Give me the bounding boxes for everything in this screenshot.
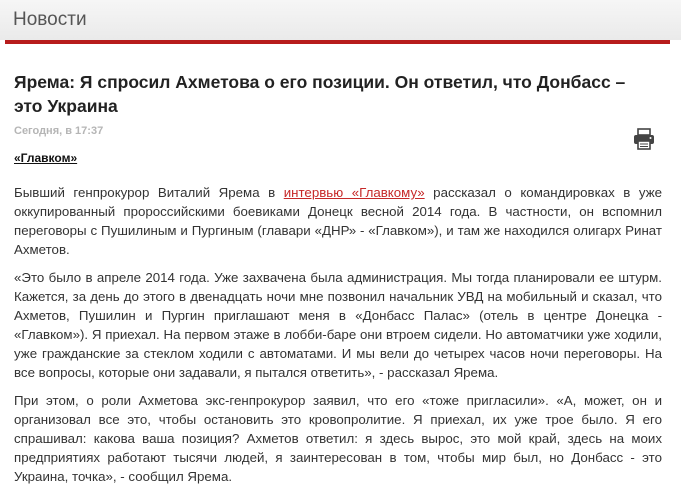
article-title: Ярема: Я спросил Ахметова о его позиции. Он ответил, что Донбасс – это Украина [14,72,626,116]
article-paragraph: «Это было в апреле 2014 года. Уже захвачена была администрация. Мы тогда планировали ее штурм. Кажется, за день до этого в двенадцать ночи мне позвонил начальник УВД на мобильный и сказал, что Ахметов, Пушилин и Пургин приглашают меня в «Донбасс Палас» (отель в центре Донецка - «Главком»). Я приехал. На первом этаже в лобби-баре они втроем сидели. Но автоматчики уже ходили, уже гражданские за стеклом ходили с автоматами. И мы вели до четырех часов ночи переговоры. На все вопросы, которые они задавали, я пытался ответить», - рассказал Ярема. [14,270,662,380]
section-title: Новости [13,9,87,30]
interview-link[interactable]: интервью «Главкому» [283,185,425,200]
section-header [0,0,681,40]
source-link[interactable]: «Главком» [14,151,78,165]
printer-icon[interactable] [633,128,655,150]
article-date: Сегодня, в 17:37 [14,125,104,137]
article-paragraph: При этом, о роли Ахметова экс-генпрокурор заявил, что его «тоже пригласили». «А, может, он и организовал все это, чтобы остановить это кровопролитие. Я приехал, их уже трое было. Я его спрашивал: какова ваша позиция? Ахметов ответил: я здесь вырос, это мой край, здесь на моих предприятиях работают тысячи людей, я заинтересован в том, чтобы мир был, но Донбасс - это Украина, точка», - сообщил Ярема. [14,393,662,484]
article-paragraph [14,183,662,259]
paragraph-text: рассказал о командировках в уже оккупированный пророссийскими боевиками Донецк весной 2014 года. В частности, он вспомнил переговоры с Пушилиным и Пургиным (главари «ДНР» - «Главком»), и там же находился олигарх Ринат Ахметов. [14,185,662,257]
paragraph-text: Бывший генпрокурор Виталий Ярема в [14,185,284,200]
header-divider [5,40,670,44]
article-body [14,183,662,495]
